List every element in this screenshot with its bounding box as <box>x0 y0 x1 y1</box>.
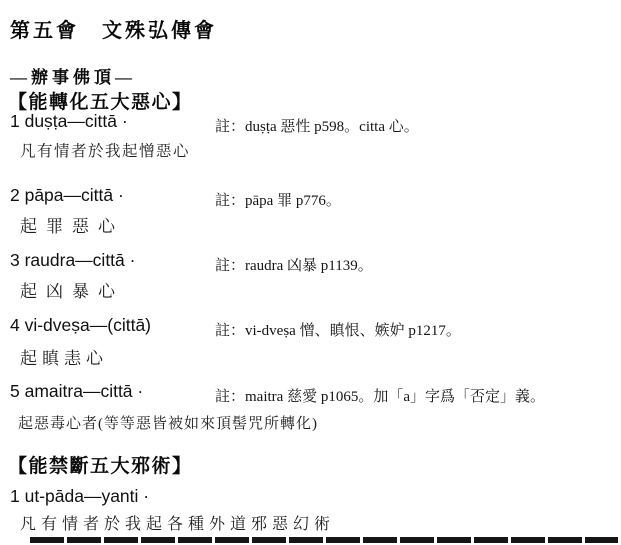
sanskrit-term: 4 vi-dveṣa—(cittā) <box>10 315 152 335</box>
sanskrit-term: 1 duṣṭa—cittā · <box>10 111 128 131</box>
page-title: 第五會 文殊弘傳會 <box>10 20 217 42</box>
handwritten-annotation: 凡有情者於我起憎惡心 <box>20 143 191 160</box>
handwritten-annotation: 起瞋恚心 <box>20 349 108 368</box>
sanskrit-term: 5 amaitra—cittā · <box>10 381 144 401</box>
section-heading: 【能禁斷五大邪術】 <box>8 456 193 477</box>
handwritten-annotation: 起凶暴心 <box>20 282 124 301</box>
handwritten-annotation: 起惡毒心者(等等惡皆被如來頂髻咒所轉化) <box>18 416 318 432</box>
section-subtitle: —辦事佛頂— <box>10 68 136 87</box>
cutoff-text-bar <box>30 537 618 543</box>
term-note: 註：raudra 凶暴 p1139。 <box>215 258 373 274</box>
handwritten-annotation: 凡有情者於我起各種外道邪惡幻術 <box>20 516 336 533</box>
section-heading: 【能轉化五大惡心】 <box>8 92 193 113</box>
term-note: 註：pāpa 罪 p776。 <box>215 193 341 209</box>
term-note: 註：vi-dveṣa 憎、瞋恨、嫉妒 p1217。 <box>215 323 461 339</box>
sanskrit-term: 2 pāpa—cittā · <box>10 185 124 205</box>
term-note: 註：maitra 慈愛 p1065。加「a」字爲「否定」義。 <box>215 389 545 405</box>
sanskrit-term: 1 ut-pāda—yanti · <box>10 486 150 506</box>
sanskrit-term: 3 raudra—cittā · <box>10 250 136 270</box>
handwritten-annotation: 起罪惡心 <box>20 217 124 236</box>
term-note: 註：duṣṭa 惡性 p598。citta 心。 <box>215 119 419 135</box>
